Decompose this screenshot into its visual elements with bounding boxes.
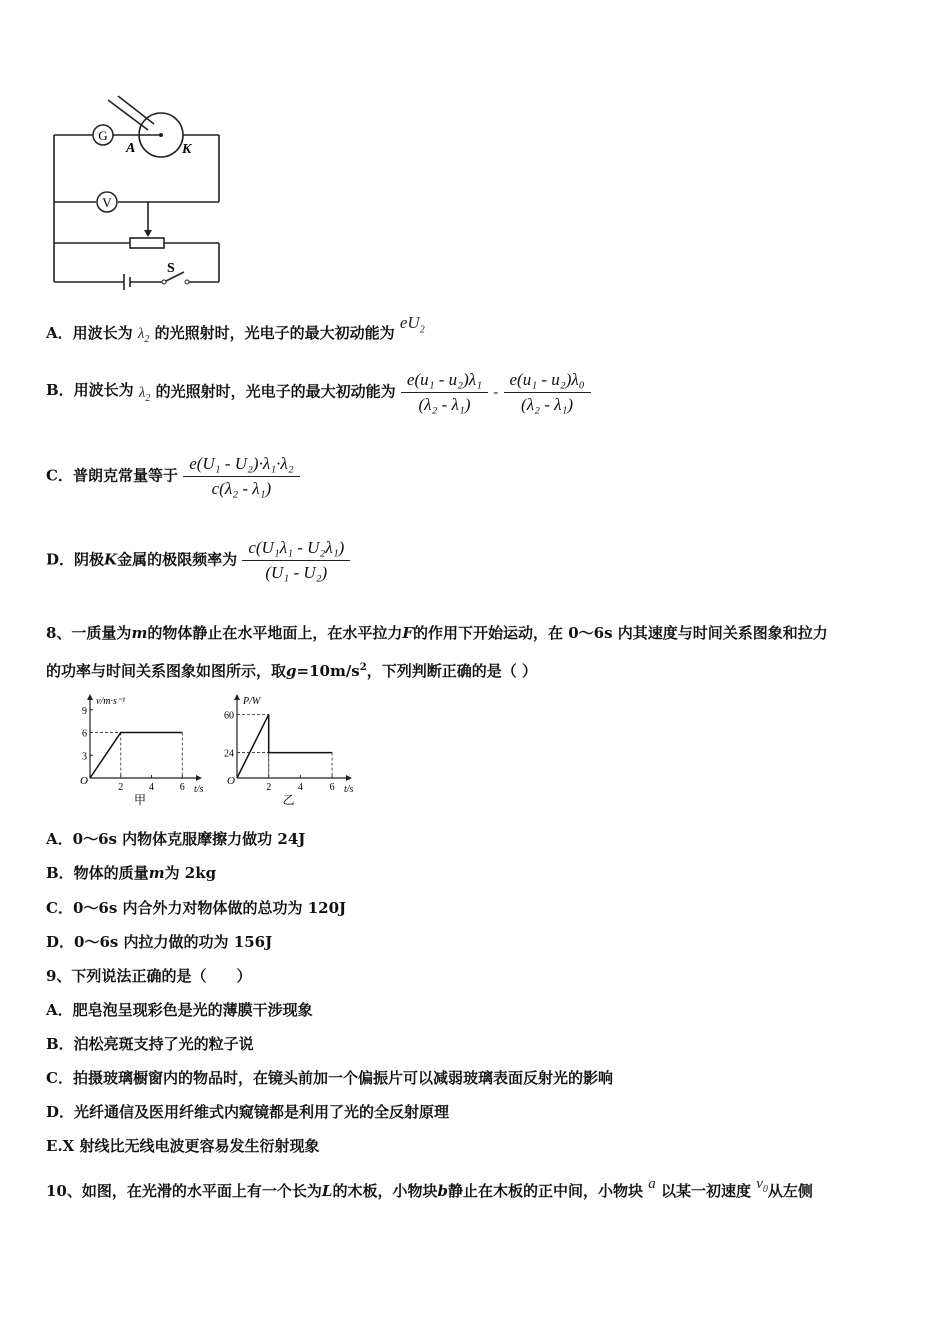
x-tick-label: 4: [149, 782, 155, 793]
x-tick-label: 6: [179, 782, 185, 793]
y-tick-label: 6: [82, 728, 87, 740]
q7-option-d: D．阴极K金属的极限频率为 $\frac{\text{c(U₁λ₁ - U₂λ₁)}}{\text{(U₁ - U₂)}}$: [46, 538, 350, 583]
x-tick-label: 2: [118, 782, 124, 793]
x-axis-arrow: [196, 775, 202, 781]
q9-option-d: D．光纤通信及医用纤维式内窥镜都是利用了光的全反射原理: [46, 1103, 450, 1121]
q8-option-d: D．0～6s 内拉力做的功为 156J: [46, 933, 273, 951]
q9-option-c: C．拍摄玻璃橱窗内的物品时，在镜头前加一个偏振片可以减弱玻璃表面反射光的影响: [46, 1069, 613, 1087]
series-line: [90, 733, 182, 778]
x-axis-label: t/s: [344, 784, 354, 795]
q7-option-c: C．普朗克常量等于 $\frac{\text{e(U₁ - U₂)·λ₁·λ₂}}{\text{c(λ₂ - λ₁)}}$: [46, 454, 300, 499]
q8-stem-line-1: 8、一质量为m的物体静止在水平地面上，在水平拉力F的作用下开始运动，在 0～6s 内其速度与时间关系图象和拉力: [46, 624, 828, 642]
switch-label: S: [167, 261, 175, 276]
x-axis-arrow: [346, 775, 352, 781]
q8-option-b: B．物体的质量m为 2kg: [46, 864, 217, 882]
q9-option-a: A．肥皂泡呈现彩色是光的薄膜干涉现象: [46, 1001, 313, 1019]
y-tick-label: 9: [82, 705, 87, 717]
q8-option-c: C．0～6s 内合外力对物体做的总功为 120J: [46, 899, 347, 917]
origin-label: O: [80, 775, 88, 787]
galvanometer-label: G: [98, 128, 108, 143]
anode-label: A: [126, 141, 136, 156]
chart-1-marks: [224, 694, 354, 807]
q7-c-fraction: $\frac{\text{e(U₁ - U₂)·λ₁·λ₂}}{\text{c(λ₂ - λ₁)}}$: [183, 454, 299, 499]
chart-caption: 乙: [282, 793, 295, 807]
q7-b-fraction-1: $\frac{\text{e(u₁ - u₂)λ₁}}{\text{(λ₂ - λ₁)}}$: [401, 370, 488, 415]
q7-d-fraction: $\frac{\text{c(U₁λ₁ - U₂λ₁)}}{\text{(U₁ - U₂)}}$: [242, 538, 350, 583]
q7-option-a: A．用波长为 $\lambda_2$ 的光照射时，光电子的最大初动能为 $eU_2$: [46, 313, 425, 345]
q9-stem: 9、下列说法正确的是（ ）: [46, 967, 252, 985]
q8-option-a: A．0～6s 内物体克服摩擦力做功 24J: [46, 830, 306, 848]
q9-option-e: E.X 射线比无线电波更容易发生衍射现象: [46, 1137, 320, 1155]
x-tick-label: 6: [329, 782, 335, 793]
q10-stem: 10、如图，在光滑的水平面上有一个长为L的木板，小物块b静止在木板的正中间，小物块 a 以某一初速度 $v_0$从左侧: [46, 1176, 813, 1200]
power-time-chart: [215, 692, 360, 810]
q7-b-fraction-2: $\frac{\text{e(u₁ - u₂)λ₀}}{\text{(λ₂ - λ₁)}}$: [504, 370, 591, 415]
y-axis-label: P/W: [243, 696, 261, 707]
y-tick-label: 3: [82, 751, 87, 763]
y-tick-label: 24: [224, 748, 234, 760]
y-axis-arrow: [87, 694, 93, 700]
chart-0-marks: [80, 694, 204, 807]
x-tick-label: 2: [266, 782, 272, 793]
q9-option-b: B．泊松亮斑支持了光的粒子说: [46, 1035, 254, 1053]
x-axis-label: t/s: [194, 784, 204, 795]
series-line: [237, 714, 332, 778]
circuit-diagram: [40, 92, 240, 297]
y-axis-arrow: [234, 694, 240, 700]
velocity-time-chart: [70, 692, 210, 810]
origin-label: O: [227, 775, 235, 787]
cathode-label: K: [182, 142, 192, 157]
x-tick-label: 4: [297, 782, 303, 793]
chart-caption: 甲: [133, 793, 147, 807]
q8-stem-line-2: 的功率与时间关系图象如图所示，取$g=10m/s^2$，下列判断正确的是（ ）: [46, 662, 537, 680]
q7-option-b: B．用波长为 $\lambda_2$ 的光照射时，光电子的最大初动能为 $\frac{\text{e(u₁ - u₂)λ₁}}{\text{(λ₂ - λ₁)}}$ - $\frac{\text{e(u₁ - u₂)λ₀}}{\text{(λ₂ - λ₁)}}$: [46, 370, 591, 415]
y-axis-label: v/m·s⁻¹: [96, 696, 126, 707]
voltmeter-label: V: [102, 195, 112, 210]
y-tick-label: 60: [224, 710, 234, 722]
